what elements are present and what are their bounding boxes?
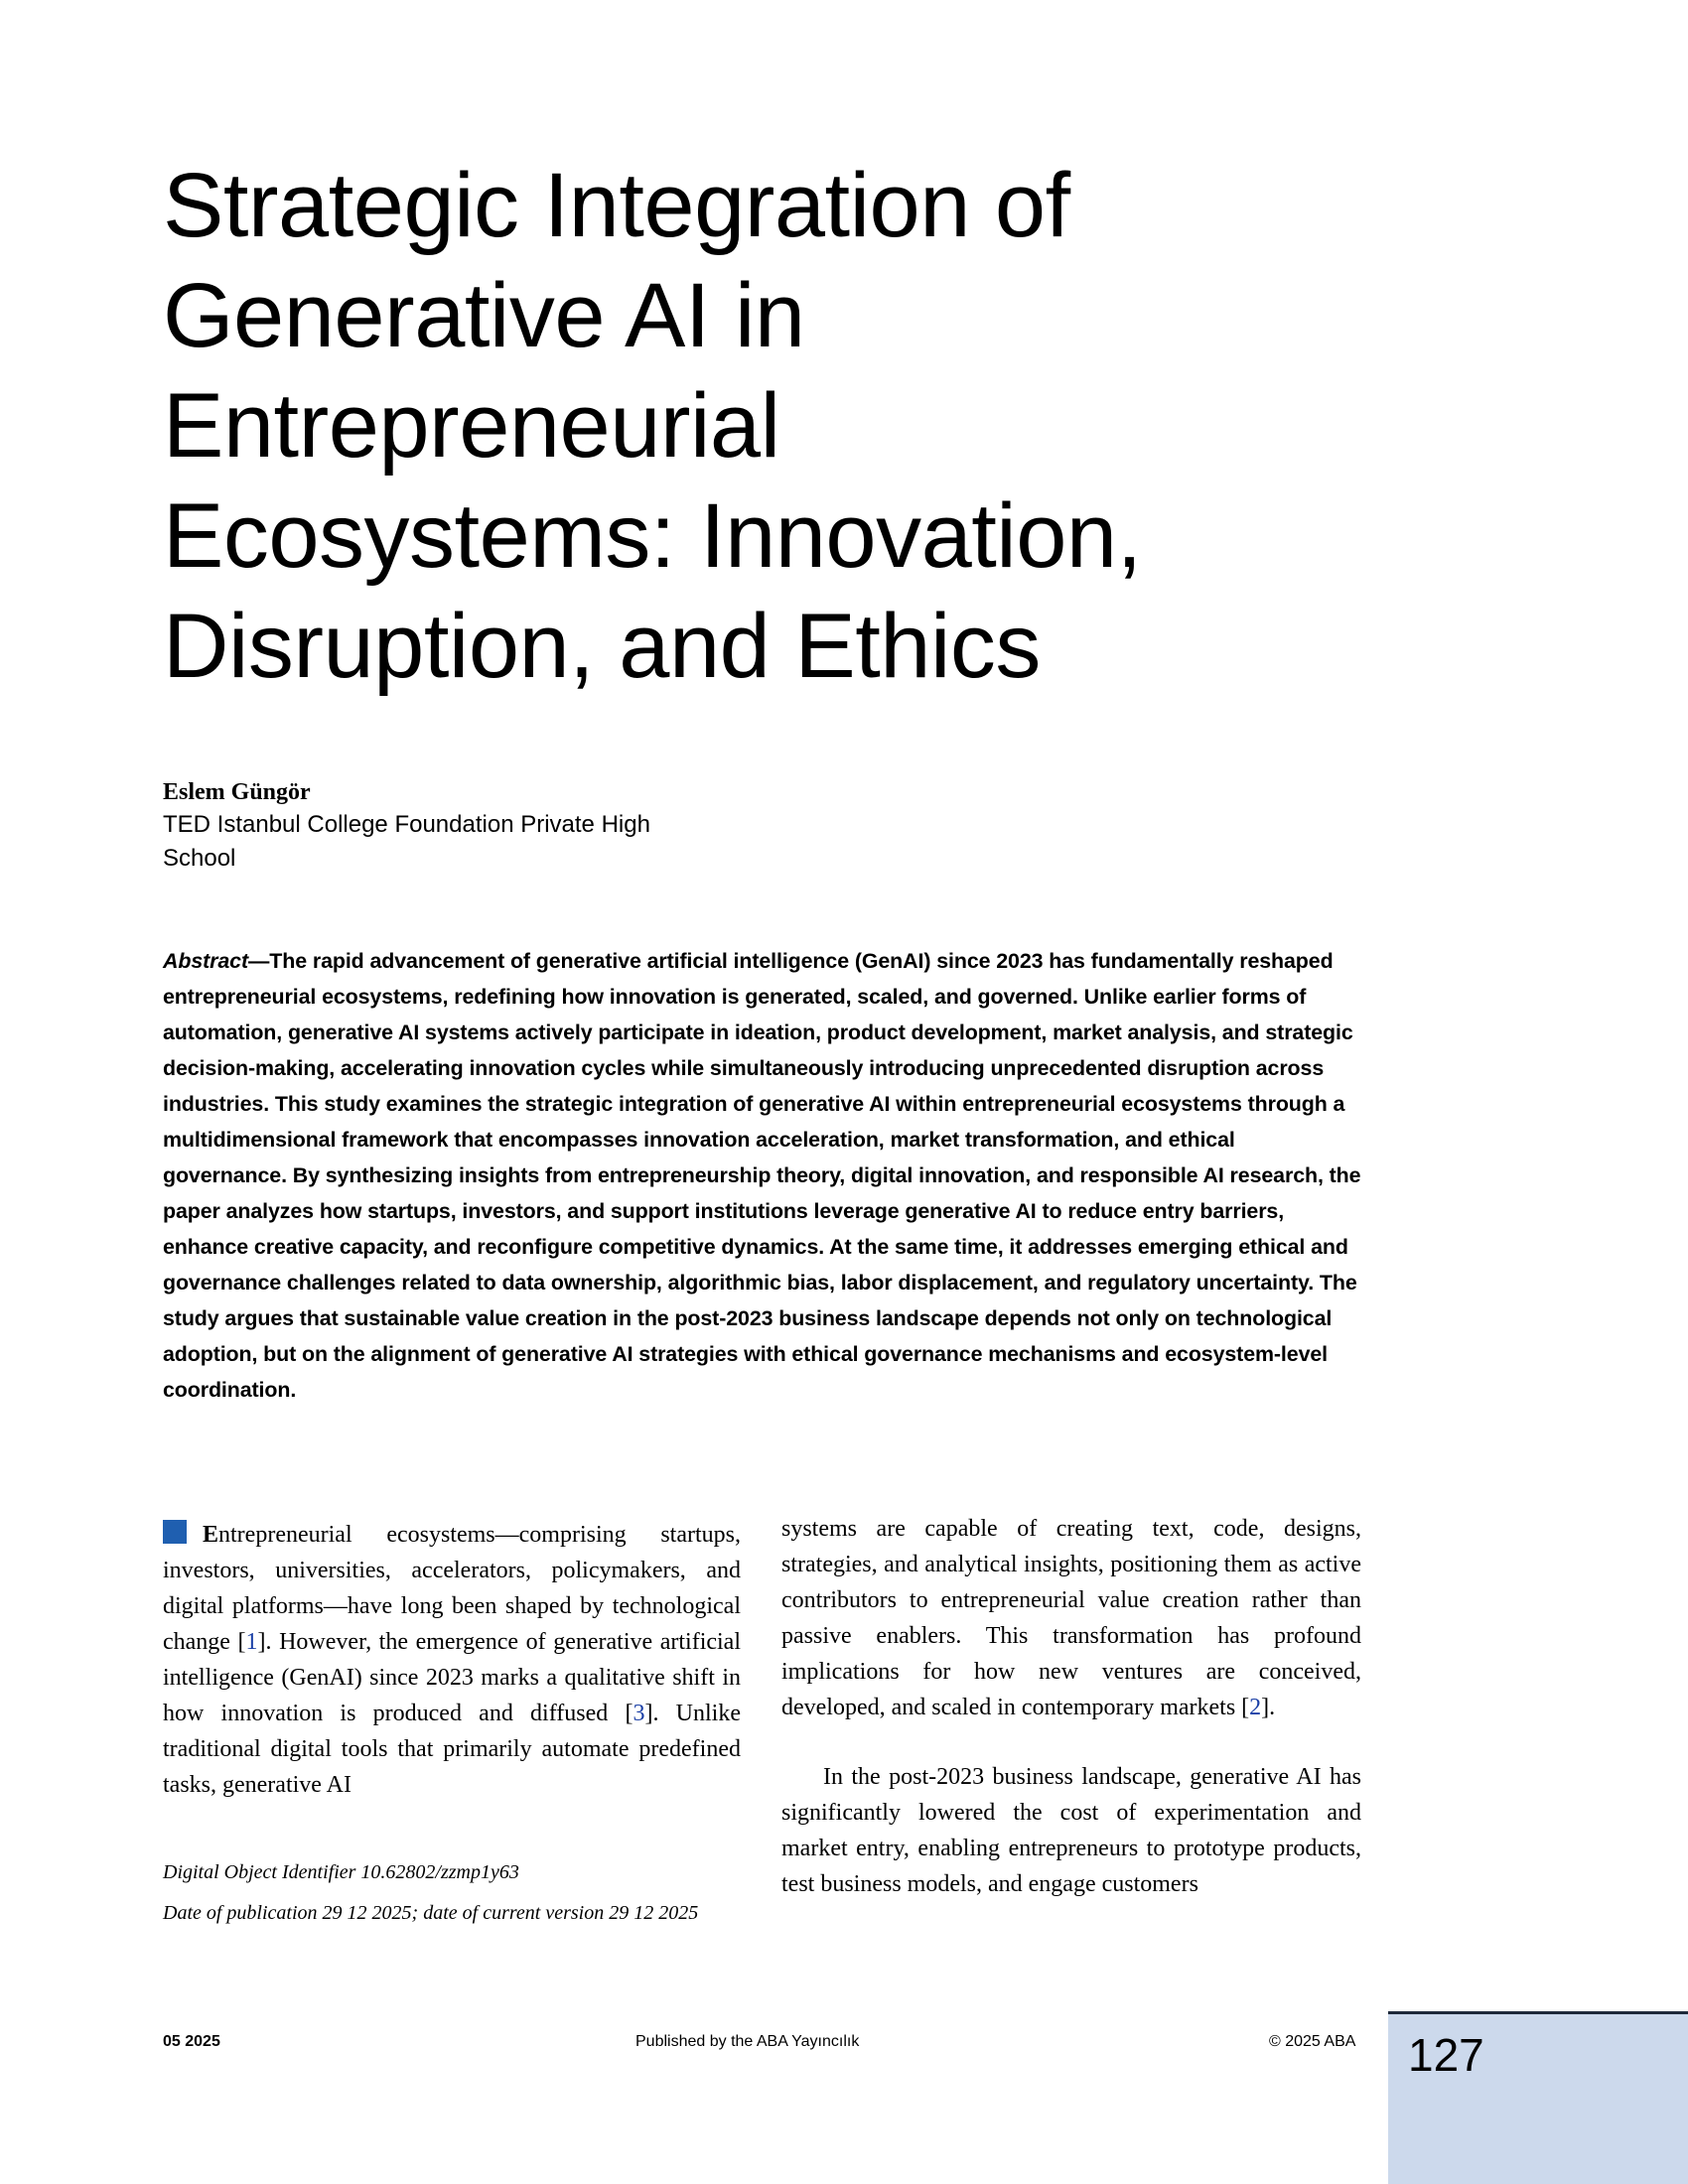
publication-dates: Date of publication 29 12 2025; date of current version 29 12 2025 bbox=[163, 1902, 699, 1924]
title-line-1: Strategic Integration of bbox=[163, 155, 1070, 256]
drop-cap: E bbox=[203, 1522, 219, 1548]
page-number-box bbox=[1388, 2011, 1688, 2184]
abstract-label: Abstract bbox=[163, 949, 248, 973]
author-name: Eslem Güngör bbox=[163, 779, 311, 805]
body-column-right bbox=[781, 1511, 1361, 1902]
paper-title bbox=[163, 151, 1315, 702]
body-text: ]. However, the emergence of generative artificial intelligence (GenAI) since 2023 marks a qualitative shift in how innovation is produced and diffused [ bbox=[163, 1629, 741, 1726]
footer-publisher: Published by the ABA Yayıncılık bbox=[635, 2033, 860, 2050]
body-paragraph bbox=[163, 1517, 741, 1803]
doi: Digital Object Identifier 10.62802/zzmp1y63 bbox=[163, 1861, 519, 1883]
body-paragraph bbox=[781, 1511, 1361, 1725]
citation-link[interactable]: 2 bbox=[1249, 1695, 1262, 1720]
title-line-2: Generative AI in bbox=[163, 265, 805, 366]
abstract-text: —The rapid advancement of generative artificial intelligence (GenAI) since 2023 has fundamentally reshaped entrepreneurial ecosystems, redefining how innovation is generated, scaled, and governed. Unlike earlier forms of automation, generative AI systems actively participate in ideation, product development, market analysis, and strategic decision-making, accelerating innovation cycles while simultaneously introducing unprecedented disruption across industries. This study examines the strategic integration of generative AI within entrepreneurial ecosystems through a multidimensional framework that encompasses innovation acceleration, market transformation, and ethical governance. By synthesizing insights from entrepreneurship theory, digital innovation, and responsible AI research, the paper analyzes how startups, investors, and support institutions leverage generative AI to reduce entry barriers, enhance creative capacity, and reconfigure competitive dynamics. At the same time, it addresses emerging ethical and governance challenges related to data ownership, algorithmic bias, labor displacement, and regulatory uncertainty. The study argues that sustainable value creation in the post-2023 business landscape depends not only on technological adoption, but on the alignment of generative AI strategies with ethical governance mechanisms and ecosystem-level coordination. bbox=[163, 949, 1361, 1402]
body-paragraph: In the post-2023 business landscape, generative AI has significantly lowered the cost of experimentation and market entry, enabling entrepreneurs to prototype products, test business models, and engage customers bbox=[781, 1764, 1361, 1897]
body-text: ]. Unlike traditional digital tools that primarily automate predefined tasks, generative AI bbox=[163, 1701, 741, 1798]
author-affiliation: TED Istanbul College Foundation Private High School bbox=[163, 811, 650, 872]
title-line-3: Entrepreneurial bbox=[163, 375, 780, 477]
body-text: ]. bbox=[1261, 1695, 1276, 1720]
footer-issue: 05 2025 bbox=[163, 2033, 220, 2050]
citation-link[interactable]: 3 bbox=[633, 1701, 645, 1726]
body-text: ntrepreneurial ecosystems—comprising startups, investors, universities, accelerators, policymakers, and digital platforms—have long been shaped by technological change [ bbox=[163, 1522, 741, 1655]
publication-footnote bbox=[163, 1852, 741, 1934]
body-column-left bbox=[163, 1517, 741, 1803]
section-marker-icon bbox=[163, 1520, 187, 1544]
page-number: 127 bbox=[1408, 2029, 1484, 2081]
body-text: systems are capable of creating text, code, designs, strategies, and analytical insights, positioning them as active contributors to entrepreneurial value creation rather than passive enablers. This transformation has profound implications for how new ventures are conceived, developed, and scaled in contemporary markets [ bbox=[781, 1516, 1361, 1720]
title-line-5: Disruption, and Ethics bbox=[163, 596, 1041, 697]
title-line-4: Ecosystems: Innovation, bbox=[163, 485, 1142, 587]
abstract bbox=[163, 943, 1364, 1408]
citation-link[interactable]: 1 bbox=[245, 1629, 258, 1655]
footer-copyright: © 2025 ABA bbox=[1269, 2033, 1356, 2050]
